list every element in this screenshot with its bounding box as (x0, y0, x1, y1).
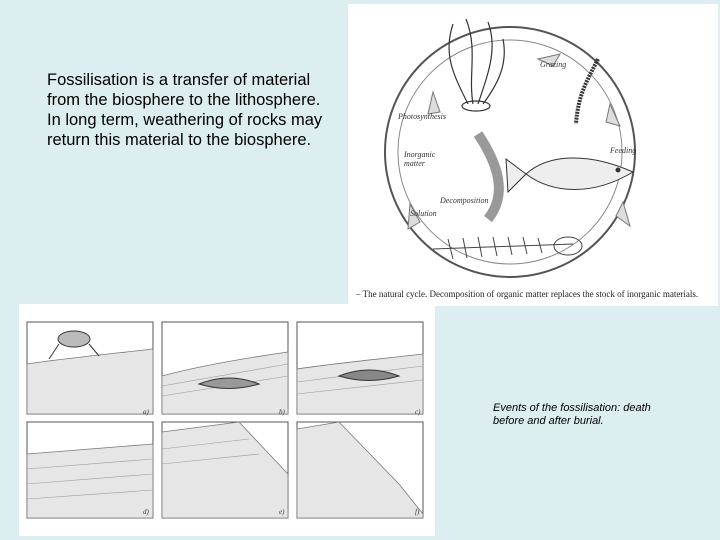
fish-drawing (506, 158, 633, 192)
worm-drawing (576, 59, 598, 124)
panel-label-d: d) (143, 508, 149, 516)
fossilisation-figure (19, 304, 435, 536)
label-decomposition: Decomposition (440, 196, 489, 205)
panel-label-b: b) (279, 408, 285, 416)
cycle-figure-caption: – The natural cycle. Decomposition of organic matter replaces the stock of inorganic materials. (356, 289, 699, 299)
label-feeding: Feeding (610, 146, 637, 155)
label-inorganic-matter: Inorganic matter (404, 150, 436, 168)
main-text: Fossilisation is a transfer of material from the biosphere to the lithosphere. In long term, weathering of rocks may return this material to the biosphere. (47, 71, 323, 149)
fossilisation-drawing (19, 304, 435, 536)
label-photosynthesis: Photosynthesis (398, 112, 446, 121)
label-grazing: Grazing (540, 60, 567, 69)
seaweed-drawing (449, 19, 504, 111)
panel-label-a: a) (143, 408, 149, 416)
fossilisation-caption: Events of the fossilisation: death before and after burial. (493, 402, 651, 427)
panel-label-e: e) (279, 508, 285, 516)
natural-cycle-figure (348, 4, 718, 306)
label-solution: Solution (410, 209, 437, 218)
panel-label-c: c) (415, 408, 421, 416)
fish-skeleton-drawing (433, 237, 582, 259)
panel-label-f: f) (415, 508, 420, 516)
